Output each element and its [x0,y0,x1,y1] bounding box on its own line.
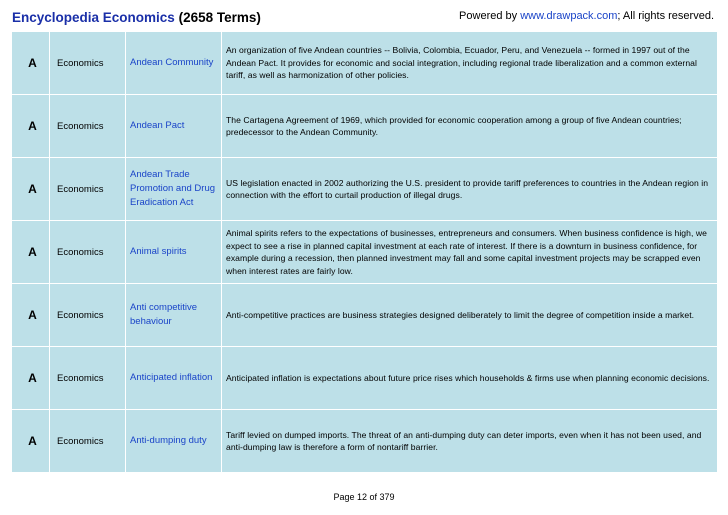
definition-cell: Animal spirits refers to the expectations of businesses, entrepreneurs and consumers. When business confidence is high, we expect to see a rise in planned capital investment at each rate of interest. If there is a downturn in business confidence, for example during a recession, then planned investment may fall and some capital investment projects may be scrapped even when interest rates are fairly low. [222,221,718,284]
letter-cell: A [12,95,50,158]
table-row [12,221,718,284]
table-row [12,158,718,221]
letter-cell: A [12,347,50,410]
term-cell[interactable]: Andean Community [126,32,222,95]
table-row [12,32,718,95]
drawpack-link[interactable]: www.drawpack.com [520,10,618,22]
term-cell[interactable]: Anti-dumping duty [126,410,222,473]
powered-suffix: ; All rights reserved. [617,10,714,22]
powered-prefix: Powered by [459,10,521,22]
term-cell[interactable]: Anticipated inflation [126,347,222,410]
definition-cell: An organization of five Andean countries -- Bolivia, Colombia, Ecuador, Peru, and Venezuela -- formed in 1997 out of the Andean Pact. It provides for economic and social integration, including regional trade liberalization and a common external tariff, as well as harmonization of other policies. [222,32,718,95]
category-cell: Economics [50,347,126,410]
category-cell: Economics [50,221,126,284]
glossary-table [11,31,718,473]
definition-cell: Anticipated inflation is expectations about future price rises which households & firms use when planning economic decisions. [222,347,718,410]
definition-cell: Anti-competitive practices are business strategies designed deliberately to limit the degree of competition inside a market. [222,284,718,347]
letter-cell: A [12,32,50,95]
definition-cell: The Cartagena Agreement of 1969, which provided for economic cooperation among a group of five Andean countries; predecessor to the Andean Community. [222,95,718,158]
letter-cell: A [12,158,50,221]
term-cell[interactable]: Animal spirits [126,221,222,284]
term-count: (2658 Terms) [178,10,261,25]
category-cell: Economics [50,410,126,473]
category-cell: Economics [50,158,126,221]
table-row [12,410,718,473]
brand-title: Encyclopedia Economics [12,10,175,25]
term-cell[interactable]: Andean Trade Promotion and Drug Eradication Act [126,158,222,221]
term-cell[interactable]: Andean Pact [126,95,222,158]
page-header [0,0,728,30]
glossary-table-wrap [11,31,718,473]
document-title [12,10,261,25]
table-row [12,284,718,347]
table-row [12,95,718,158]
letter-cell: A [12,221,50,284]
term-cell[interactable]: Anti competitive behaviour [126,284,222,347]
page-number: Page 12 of 379 [333,492,395,502]
table-row [12,347,718,410]
category-cell: Economics [50,95,126,158]
letter-cell: A [12,284,50,347]
definition-cell: US legislation enacted in 2002 authorizing the U.S. president to provide tariff preferences to countries in the Andean region in connection with the effort to curtail production of illegal drugs. [222,158,718,221]
powered-by [459,10,716,22]
category-cell: Economics [50,284,126,347]
definition-cell: Tariff levied on dumped imports. The threat of an anti-dumping duty can deter imports, even when it has not been used, and anti-dumping law is therefore a form of nontariff barrier. [222,410,718,473]
letter-cell: A [12,410,50,473]
category-cell: Economics [50,32,126,95]
